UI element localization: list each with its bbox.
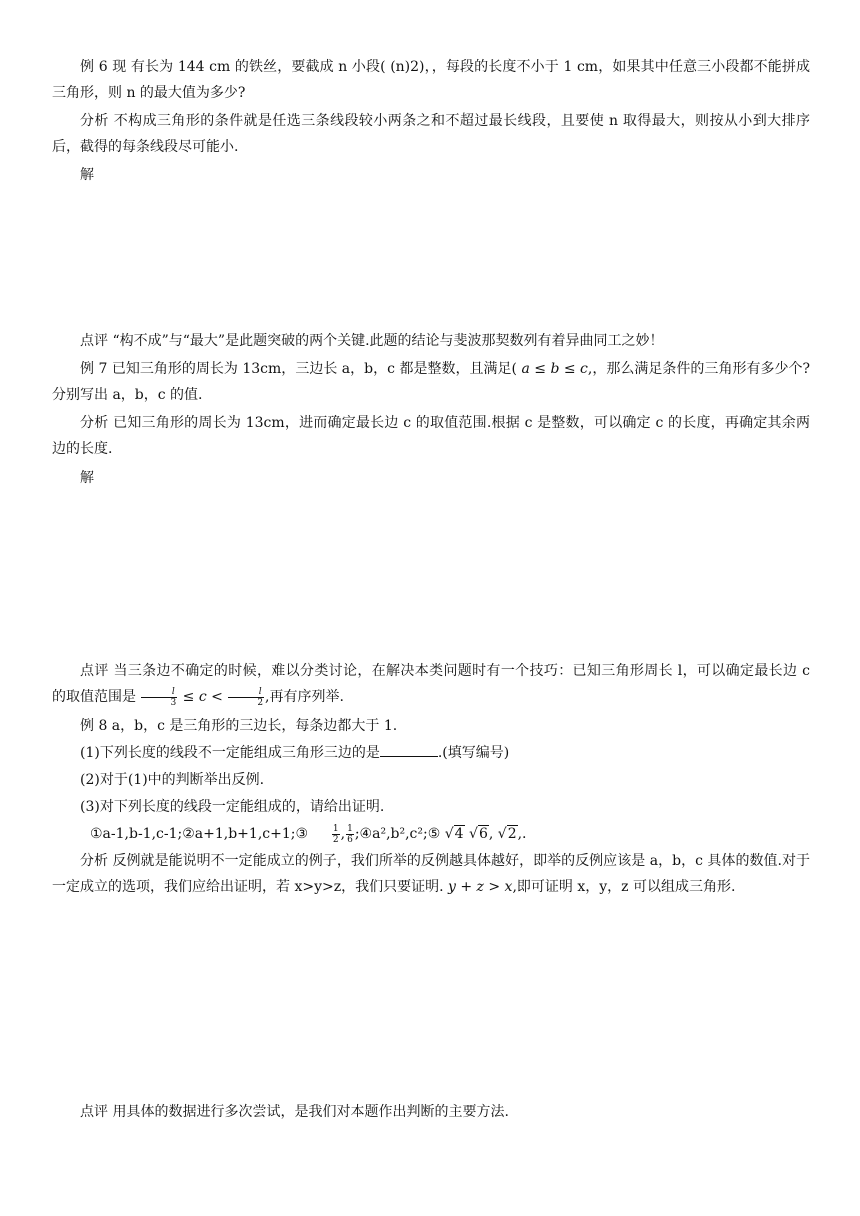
- question-1: [80, 741, 509, 765]
- example-6-problem: 例 6 现 有长为 144 cm 的铁丝，要截成 n 小段( (n)2)，，每段的长度不小于 1 cm，如果其中任意三小段都不能拼成三角形，则 n 的最大值为多少?: [52, 59, 810, 101]
- fraction-l-over-2: $\frac{l}{2}$: [228, 687, 264, 708]
- lt-sign: <: [211, 689, 223, 705]
- question-1-text-b: .(填写编号): [437, 745, 510, 761]
- options-text-c: ,.: [517, 826, 527, 842]
- example-8-comment: 点评 用具体的数据进行多次尝试，是我们对本题作出判断的主要方法.: [80, 1104, 509, 1120]
- options-text-a: ①a-1,b-1,c-1;②a+1,b+1,c+1;③: [90, 826, 309, 842]
- example-7-solution-label: 解: [80, 470, 94, 486]
- options-text-b: ;④a²,b²,c²;⑤: [354, 826, 441, 842]
- inequality-a-b-c: a ≤ b ≤ c: [521, 361, 588, 377]
- example-7-comment-text-a: 点评 当三条边不确定的时候，难以分类讨论，在解决本类问题时有一个技巧：已知三角形周长 l，可以确定最长边 c 的取值范围是: [52, 663, 810, 705]
- example-6-analysis: 分析 不构成三角形的条件就是任选三条线段较小两条之和不超过最长线段，且要使 n 取得最大，则按从小到大排序后，截得的每条线段尽可能小.: [52, 113, 810, 155]
- example-7-comment: [52, 658, 810, 710]
- fraction-1-over-6: $\frac{1}{6}$: [347, 823, 353, 845]
- example-8-problem: 例 8 a，b，c 是三角形的三边长，每条边都大于 1.: [80, 718, 398, 734]
- variable-c: c: [198, 689, 207, 705]
- sqrt-2: √2: [497, 826, 517, 842]
- example-7-problem-text-b: ,，那么满足条件的三角形有多少个?分别写出 a，b，c 的值.: [52, 361, 810, 403]
- question-3: (3)对下列长度的线段一定能组成的，请给出证明.: [80, 799, 385, 815]
- example-7-comment-text-b: ,再有序列举.: [265, 689, 344, 705]
- le-sign: ≤: [182, 689, 195, 705]
- question-2: (2)对于(1)中的判断举出反例.: [80, 772, 265, 788]
- example-7-analysis: 分析 已知三角形的周长为 13cm，进而确定最长边 c 的取值范围.根据 c 是整数，可以确定 c 的长度，再确定其余两边的长度.: [52, 415, 810, 457]
- question-1-text-a: (1)下列长度的线段不一定能组成三角形三边的是: [80, 745, 380, 761]
- options-list: ①a-1,b-1,c-1;②a+1,b+1,c+1;③ $\frac{1}{2}$ , $\frac{1}{6}$ ;④a²,b²,c²;⑤ √4 √6, √2,.: [90, 823, 527, 845]
- example-8-analysis-text-b: ,即可证明 x，y，z 可以组成三角形.: [512, 879, 736, 895]
- inequality-y-plus-z: y + z > x: [448, 879, 513, 895]
- example-8-analysis-text-a: 分析 反例就是能说明不一定能成立的例子，我们所举的反例越具体越好，即举的反例应该是 a，b，c 具体的数值.对于一定成立的选项，我们应给出证明，若 x>y>z，我们只要证明.: [52, 853, 810, 895]
- sqrt-6: √6: [469, 826, 488, 842]
- example-6-solution-label: 解: [80, 167, 94, 183]
- example-7-problem: [52, 356, 810, 408]
- answer-blank: [380, 742, 438, 757]
- sqrt-4: √4: [444, 826, 464, 842]
- example-6-comment: 点评 “构不成”与“最大”是此题突破的两个关键.此题的结论与斐波那契数列有着异曲同工之妙！: [80, 333, 664, 349]
- fraction-l-over-3: $\frac{l}{3}$: [141, 687, 177, 708]
- fraction-1-over-2: $\frac{1}{2}$: [332, 823, 339, 845]
- example-8-analysis: [52, 848, 810, 900]
- example-7-problem-text-a: 例 7 已知三角形的周长为 13cm，三边长 a，b，c 都是整数，且满足(: [80, 361, 517, 377]
